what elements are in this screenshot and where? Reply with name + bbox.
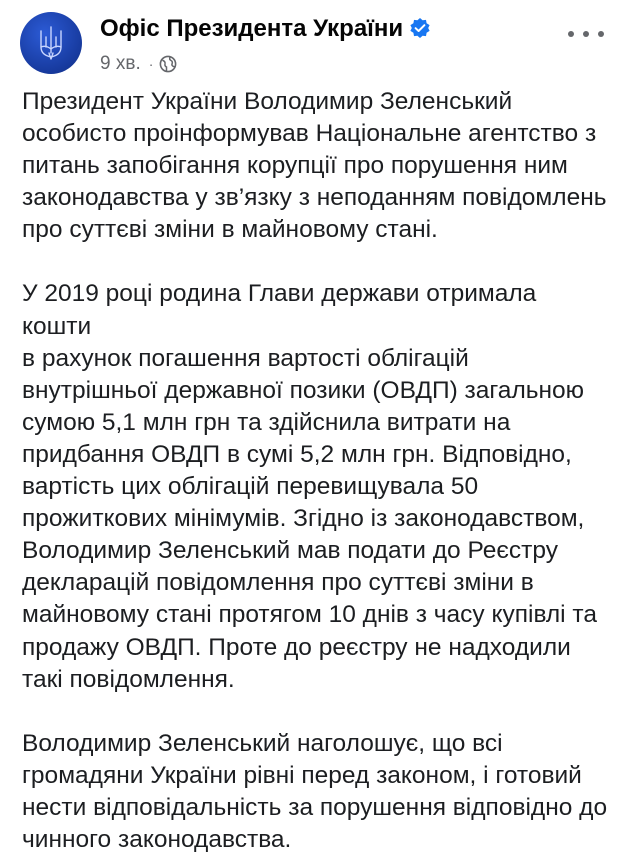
- more-dot-3: [598, 31, 604, 37]
- page-name[interactable]: [100, 14, 431, 44]
- meta-separator: ·: [148, 56, 154, 72]
- globe-icon[interactable]: [159, 55, 177, 73]
- page-name-label[interactable]: Офіс Президента України: [100, 15, 404, 42]
- post-timestamp[interactable]: 9 хв.: [100, 53, 141, 74]
- post-paragraph-1: Президент України Володимир Зеленський особисто проінформував Національне агентство з питань запобігання корупції про порушення ним законодавства у зв’язку з неподанням повідомлень про суттєві зміни в майновому стані.: [22, 88, 607, 244]
- more-options-button[interactable]: [568, 22, 604, 46]
- post-text: [22, 86, 612, 856]
- verified-badge-icon: [409, 17, 431, 39]
- more-dot-2: [583, 31, 589, 37]
- more-dot-1: [568, 31, 574, 37]
- trident-emblem-icon: [34, 23, 68, 63]
- post-paragraph-3: Володимир Зеленський наголошує, що всі громадяни України рівні перед законом, і готовий нести відповідальність за порушення відповідно до чинного законодавства.: [22, 729, 608, 853]
- page-avatar[interactable]: [20, 12, 82, 74]
- post-meta: [100, 52, 177, 76]
- post-header: [20, 12, 608, 76]
- post-paragraph-2: У 2019 році родина Глави держави отримала кошти в рахунок погашення вартості облігацій внутрішньої державної позики (ОВДП) загальною сумою 5,1 млн грн та здійснила витрати на придбання ОВДП в сумі 5,2 млн грн. Відповідно, вартість цих облігацій перевищувала 50 прожиткових мінімумів. Згідно із законодавством, Володимир Зеленський мав подати до Реєстру декларацій повідомлення про суттєві зміни в майновому стані протягом 10 днів з часу купівлі та продажу ОВДП. Проте до реєстру не надходили такі повідомлення.: [22, 280, 598, 693]
